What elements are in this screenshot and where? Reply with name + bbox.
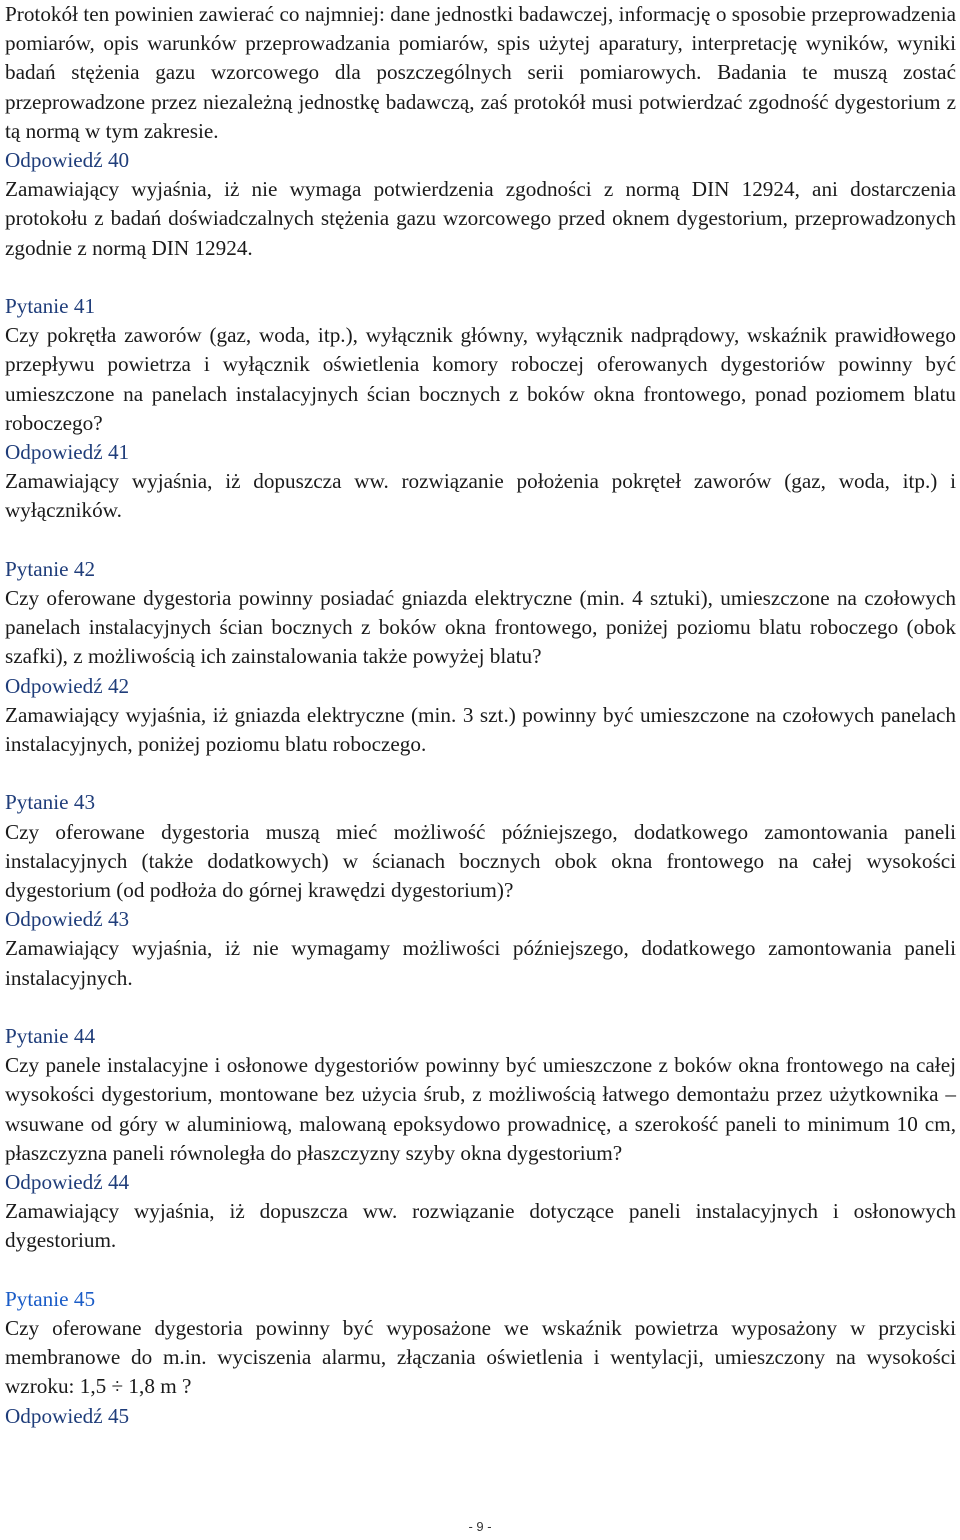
answer-41-text: Zamawiający wyjaśnia, iż dopuszcza ww. rozwiązanie położenia pokręteł zaworów (gaz, woda, itp.) i wyłączników. (5, 469, 956, 523)
question-44-block (5, 1022, 956, 1256)
question-42-label: Pytanie 42 (5, 556, 96, 581)
answer-40-text: Zamawiający wyjaśnia, iż nie wymaga potwierdzenia zgodności z normą DIN 12924, ani dostarczenia protokołu z badań doświadczalnych stężenia gazu wzorcowego przed oknem dygestorium, przeprowadzonych zgodnie z normą DIN 12924. (5, 177, 956, 260)
answer-41-label: Odpowiedź 41 (5, 440, 130, 465)
question-45-text: Czy oferowane dygestoria powinny być wyposażone we wskaźnik powietrza wyposażony w przyciski membranowe do m.in. wyciszenia alarmu, złączania oświetlenia i wentylacji, umieszczony na wysokości wzroku: 1,5 ÷ 1,8 m ? (5, 1316, 956, 1399)
answer-42-label: Odpowiedź 42 (5, 673, 130, 698)
answer-45-label: Odpowiedź 45 (5, 1403, 130, 1428)
question-45-block (5, 1285, 956, 1431)
question-44-label: Pytanie 44 (5, 1024, 96, 1049)
spacer (5, 759, 956, 788)
spacer (5, 1256, 956, 1285)
answer-44-text: Zamawiający wyjaśnia, iż dopuszcza ww. rozwiązanie dotyczące paneli instalacyjnych i osłonowych dygestorium. (5, 1199, 956, 1253)
question-41-label: Pytanie 41 (5, 294, 96, 319)
question-42-text: Czy oferowane dygestoria powinny posiadać gniazda elektryczne (min. 4 sztuki), umieszczone na czołowych panelach instalacyjnych ścian bocznych z boków okna frontowego, poniżej poziomu blatu roboczego (obok szafki), z możliwością ich zainstalowania także powyżej blatu? (5, 586, 956, 669)
answer-40-block (5, 146, 956, 263)
answer-42-text: Zamawiający wyjaśnia, iż gniazda elektryczne (min. 3 szt.) powinny być umieszczone na czołowych panelach instalacyjnych, poniżej poziomu blatu roboczego. (5, 702, 956, 757)
question-41-text: Czy pokrętła zaworów (gaz, woda, itp.), wyłącznik główny, wyłącznik nadprądowy, wskaźnik prawidłowego przepływu powietrza i wyłącznik oświetlenia komory roboczej oferowanych dygestoriów powinny być umieszczone na panelach instalacyjnych ścian bocznych z boków okna frontowego, ponad poziomem blatu roboczego? (5, 323, 956, 435)
spacer (5, 526, 956, 555)
spacer (5, 993, 956, 1022)
answer-44-label: Odpowiedź 44 (5, 1170, 130, 1195)
question-42-block (5, 555, 956, 759)
spacer (5, 263, 956, 292)
answer-43-label: Odpowiedź 43 (5, 907, 130, 932)
answer-40-label: Odpowiedź 40 (5, 148, 130, 173)
question-43-block (5, 788, 956, 992)
document-page (5, 0, 956, 1431)
question-44-text: Czy panele instalacyjne i osłonowe dygestoriów powinny być umieszczone z boków okna frontowego na całej wysokości dygestorium, montowane bez użycia śrub, z możliwością łatwego demontażu przez użytkownika – wsuwane od góry w aluminiową, malowaną epoksydowo prowadnicę, a szerokość paneli to minimum 10 cm, płaszczyzna paneli równoległa do płaszczyzny szyby okna dygestorium? (5, 1053, 956, 1165)
answer-43-text: Zamawiający wyjaśnia, iż nie wymagamy możliwości późniejszego, dodatkowego zamontowania paneli instalacyjnych. (5, 936, 956, 990)
intro-paragraph: Protokół ten powinien zawierać co najmniej: dane jednostki badawczej, informację o sposobie przeprowadzenia pomiarów, opis warunków przeprowadzania pomiarów, spis użytej aparatury, interpretację wyników, wyniki badań stężenia gazu wzorcowego dla poszczególnych serii pomiarowych. Badania te muszą zostać przeprowadzone przez niezależną jednostkę badawczą, zaś protokół musi potwierdzać zgodność dygestorium z tą normą w tym zakresie. (5, 2, 956, 143)
question-43-label: Pytanie 43 (5, 790, 96, 815)
question-45-label: Pytanie 45 (5, 1286, 96, 1311)
question-43-text: Czy oferowane dygestoria muszą mieć możliwość późniejszego, dodatkowego zamontowania paneli instalacyjnych (także dodatkowych) w ścianach bocznych obok okna frontowego na całej wysokości dygestorium (od podłoża do górnej krawędzi dygestorium)? (5, 819, 956, 903)
page-number: - 9 - (468, 1519, 492, 1534)
question-41-block (5, 292, 956, 526)
